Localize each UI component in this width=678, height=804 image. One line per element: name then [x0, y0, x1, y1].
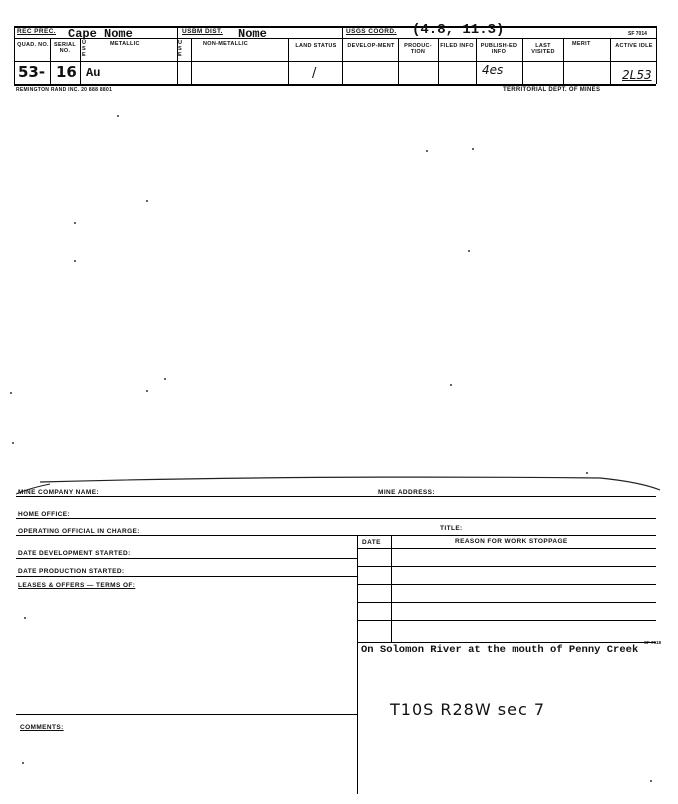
date-col-header: DATE [362, 539, 381, 546]
reason-col-header: REASON FOR WORK STOPPAGE [455, 538, 568, 545]
col-last-visited: LAST VISITED [531, 43, 555, 55]
col-development: DEVELOP-MENT [347, 43, 395, 49]
printer-imprint: REMINGTON RAND INC. 20 888 8801 [16, 87, 113, 93]
usgs-coord-label: USGS COORD. [346, 28, 397, 35]
leases-offers-label: LEASES & OFFERS — TERMS OF: [18, 582, 136, 589]
usbm-dist-value: Nome [238, 27, 267, 41]
location-form-number: SF 7018 [644, 640, 662, 645]
date-production-started-label: DATE PRODUCTION STARTED: [18, 568, 125, 575]
metallic-value: Au [86, 66, 101, 80]
usbm-dist-label: USBM DIST. [182, 28, 223, 35]
col-production: PRODUC-TION [404, 43, 432, 55]
operating-official-label: OPERATING OFFICIAL IN CHARGE: [18, 528, 140, 535]
col-filed-info: FILED INFO [440, 43, 474, 49]
col-use-2: U S E [178, 40, 183, 58]
published-value: 4es [482, 63, 504, 77]
form-number: SF 7014 [628, 31, 647, 37]
col-serial-no: SERIAL NO. [54, 42, 76, 54]
quad-value: 53- [18, 63, 46, 81]
col-non-metallic: NON-METALLIC [203, 41, 249, 47]
rec-prec-value: Cape Nome [68, 27, 133, 41]
home-office-label: HOME OFFICE: [18, 511, 71, 518]
title-label: TITLE: [440, 525, 463, 532]
serial-value: 16 [56, 63, 77, 81]
col-metallic: METALLIC [110, 41, 140, 47]
date-development-started-label: DATE DEVELOPMENT STARTED: [18, 550, 131, 557]
col-published-info: PUBLISH-ED INFO [480, 43, 518, 55]
comments-label: COMMENTS: [20, 724, 64, 731]
col-use-1: U S E [82, 40, 87, 58]
col-quad-no: QUAD. NO. [17, 42, 49, 48]
usgs-coord-value: (4.8, 11.3) [412, 22, 505, 38]
location-typed-text: On Solomon River at the mouth of Penny Creek [361, 644, 639, 656]
active-idle-value: 2L53 [622, 68, 652, 82]
location-handwritten: T10S R28W sec 7 [390, 700, 545, 719]
mine-company-name-label: MINE COMPANY NAME: [18, 489, 99, 496]
col-active-idle: ACTIVE IDLE [615, 43, 653, 49]
col-land-status: LAND STATUS [295, 43, 337, 49]
rec-prec-label: REC PREC. [17, 28, 56, 35]
land-status-value: / [312, 66, 317, 81]
mine-address-label: MINE ADDRESS: [378, 489, 435, 496]
department-imprint: TERRITORIAL DEPT. OF MINES [503, 87, 601, 93]
col-merit: MERIT [572, 41, 591, 47]
